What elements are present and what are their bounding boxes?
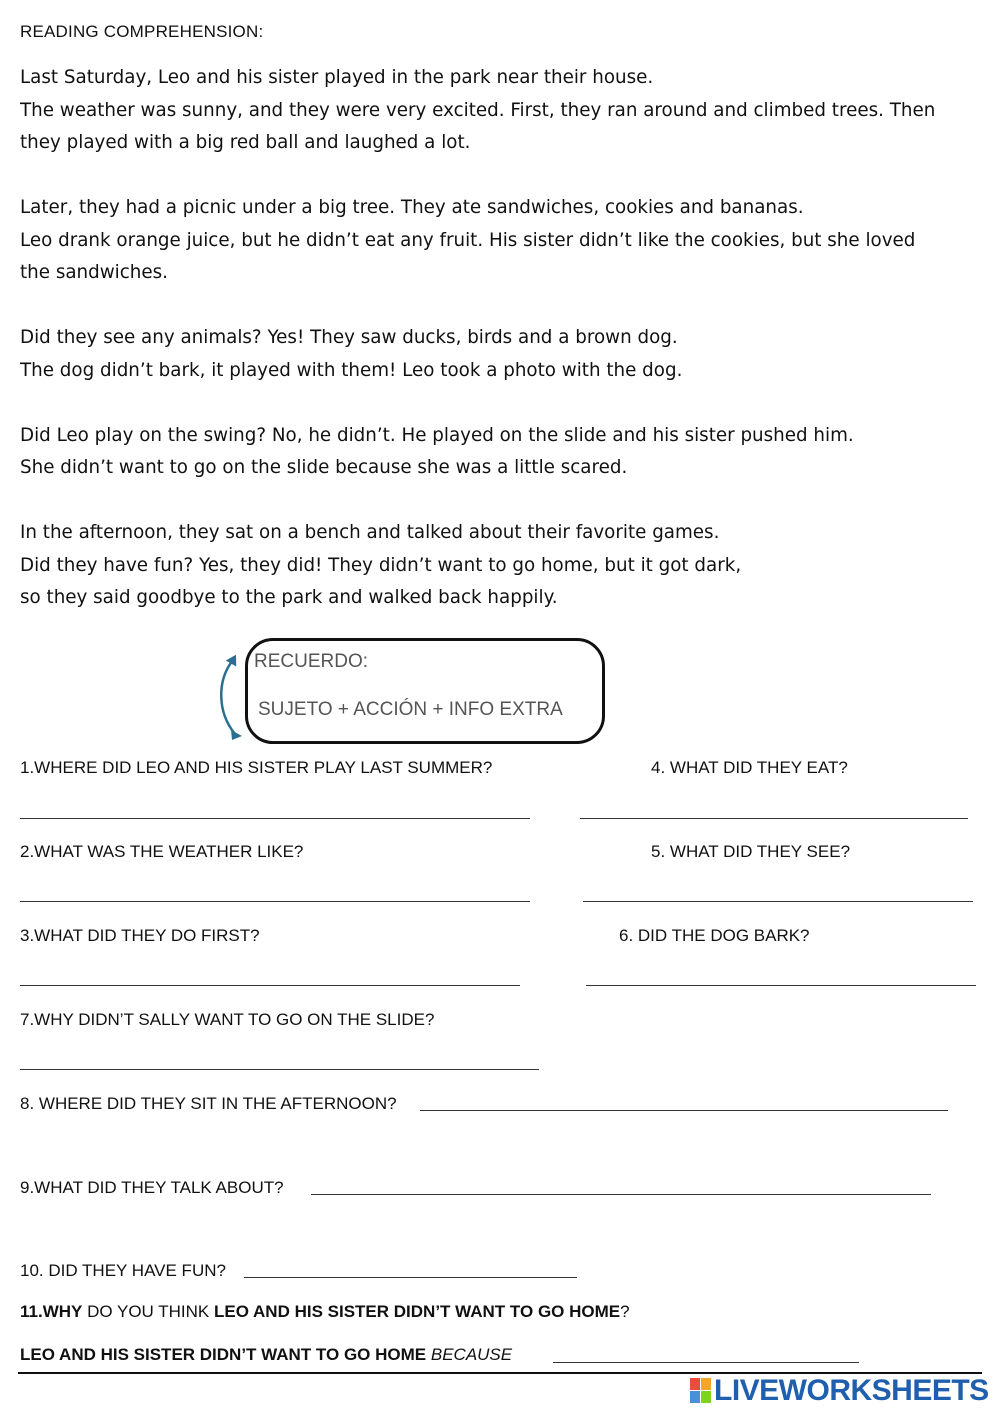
question-9: 9.WHAT DID THEY TALK ABOUT? (20, 1178, 284, 1197)
story-line: The weather was sunny, and they were very excited. First, they ran around and climbed trees. Then (20, 99, 936, 121)
question-6: 6. DID THE DOG BARK? (619, 926, 810, 945)
question-11-why: 11.WHY (20, 1302, 83, 1321)
question-11-subject: LEO AND HIS SISTER DIDN’T WANT TO GO HOME (213, 1302, 621, 1321)
answer-line-7[interactable] (20, 1069, 539, 1070)
answer-line-1[interactable] (20, 818, 530, 819)
story-line: they played with a big red ball and laughed a lot. (20, 132, 471, 153)
question-11-mid: DO YOU THINK (82, 1302, 214, 1321)
question-11 (20, 1302, 630, 1322)
story-line: the sandwiches. (20, 262, 168, 283)
answer-line-6[interactable] (586, 985, 976, 986)
story-line: Did they see any animals? Yes! They saw ducks, birds and a brown dog. (20, 327, 678, 348)
story-line: She didn’t want to go on the slide because she was a little scared. (20, 457, 628, 478)
story-line: Did Leo play on the swing? No, he didn’t. He played on the slide and his sister pushed him. (20, 424, 854, 446)
worksheet-title: READING COMPREHENSION: (20, 22, 264, 41)
answer-prompt-11 (20, 1345, 512, 1365)
answer-line-11[interactable] (553, 1362, 859, 1363)
story-line: Last Saturday, Leo and his sister played in the park near their house. (20, 67, 654, 88)
answer-prompt-because: BECAUSE (430, 1345, 513, 1364)
logo-mark-icon (690, 1378, 712, 1404)
answer-line-4[interactable] (580, 818, 968, 819)
story-line: Later, they had a picnic under a big tree. They ate sandwiches, cookies and bananas. (20, 197, 804, 218)
question-5: 5. WHAT DID THEY SEE? (651, 842, 851, 861)
story-line: In the afternoon, they sat on a bench and talked about their favorite games. (20, 522, 720, 543)
liveworksheets-logo (690, 1376, 989, 1406)
question-8: 8. WHERE DID THEY SIT IN THE AFTERNOON? (20, 1094, 397, 1113)
remember-heading: RECUERDO: (254, 651, 369, 672)
question-3: 3.WHAT DID THEY DO FIRST? (20, 926, 260, 945)
answer-line-5[interactable] (583, 901, 973, 902)
logo-text: LIVEWORKSHEETS (714, 1374, 989, 1407)
remember-formula: SUJETO + ACCIÓN + INFO EXTRA (258, 699, 563, 720)
answer-line-2[interactable] (20, 901, 530, 902)
answer-line-8[interactable] (420, 1110, 948, 1111)
question-7: 7.WHY DIDN’T SALLY WANT TO GO ON THE SLIDE? (20, 1010, 435, 1029)
answer-line-9[interactable] (311, 1194, 931, 1195)
answer-prompt-subject: LEO AND HIS SISTER DIDN’T WANT TO GO HOME (20, 1345, 427, 1364)
question-11-end: ? (620, 1302, 630, 1321)
remember-box (245, 638, 605, 744)
answer-line-3[interactable] (20, 985, 520, 986)
story-line: Leo drank orange juice, but he didn’t eat any fruit. His sister didn’t like the cookies, but she loved (20, 229, 916, 251)
question-4: 4. WHAT DID THEY EAT? (651, 758, 848, 777)
story-line: Did they have fun? Yes, they did! They didn’t want to go home, but it got dark, (20, 554, 742, 576)
story-line: The dog didn’t bark, it played with them! Leo took a photo with the dog. (20, 359, 683, 381)
story-text (20, 62, 985, 615)
question-1: 1.WHERE DID LEO AND HIS SISTER PLAY LAST SUMMER? (20, 758, 493, 777)
question-2: 2.WHAT WAS THE WEATHER LIKE? (20, 842, 304, 861)
question-10: 10. DID THEY HAVE FUN? (20, 1261, 226, 1280)
story-line: so they said goodbye to the park and walked back happily. (20, 587, 558, 608)
answer-line-10[interactable] (244, 1277, 577, 1278)
